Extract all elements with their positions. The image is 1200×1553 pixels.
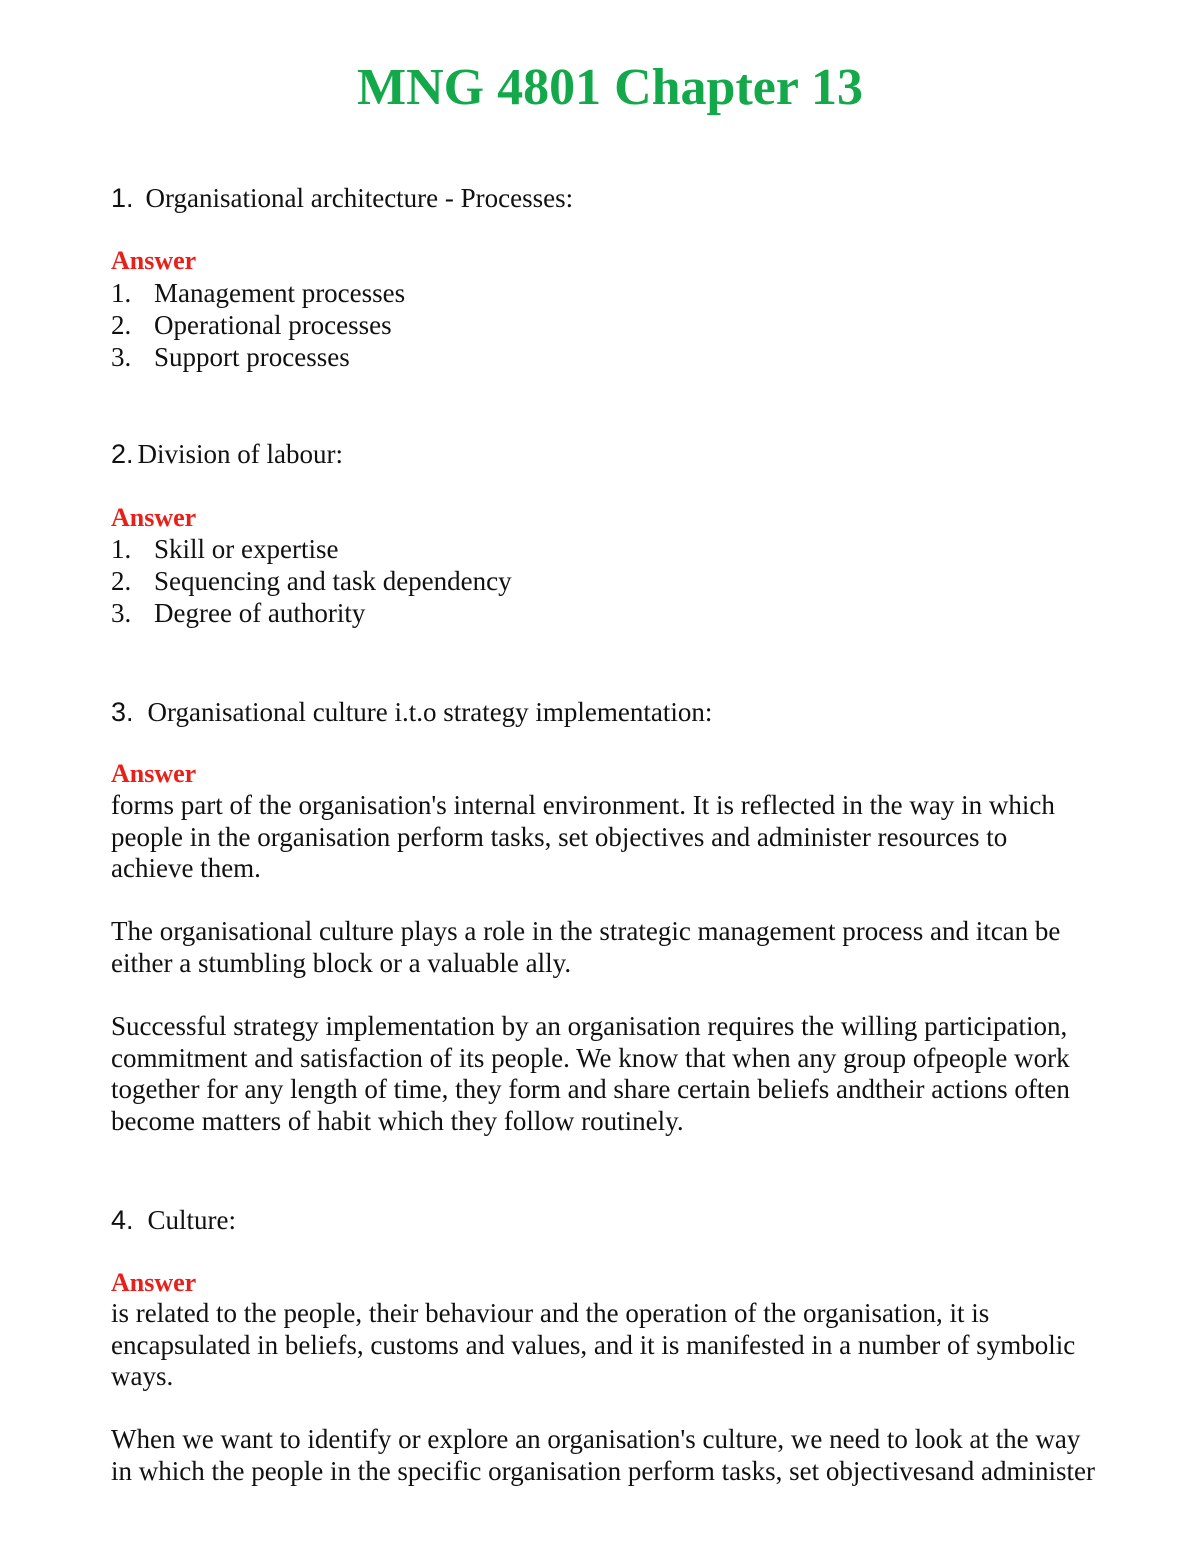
answer-paragraph: forms part of the organisation's internal environment. It is reflected in the way in which people in the organisation perform tasks, set objectives and administer resources to achieve them. bbox=[111, 790, 1055, 883]
question-text: Organisational architecture - Processes: bbox=[145, 183, 574, 213]
list-item-number: 2. bbox=[111, 566, 132, 596]
answer-list bbox=[111, 277, 405, 373]
list-item-text: Sequencing and task dependency bbox=[154, 566, 512, 596]
list-item bbox=[111, 309, 405, 341]
list-item-text: Management processes bbox=[154, 278, 406, 308]
answer-label: Answer bbox=[111, 246, 197, 275]
list-item bbox=[111, 597, 512, 629]
answer-paragraph: is related to the people, their behaviour and the operation of the organisation, it is encapsulated in beliefs, customs and values, and it is manifested in a number of symbolic ways. bbox=[111, 1298, 1076, 1391]
question-number: 1. bbox=[111, 183, 134, 213]
list-item-text: Skill or expertise bbox=[154, 534, 339, 564]
question-number: 3. bbox=[111, 697, 134, 727]
question-2 bbox=[111, 437, 343, 471]
answer-list bbox=[111, 533, 512, 629]
answer-label: Answer bbox=[111, 759, 197, 788]
list-item-number: 1. bbox=[111, 278, 132, 308]
list-item-number: 3. bbox=[111, 342, 132, 372]
list-item-text: Degree of authority bbox=[154, 598, 366, 628]
question-4 bbox=[111, 1203, 236, 1237]
answer-label: Answer bbox=[111, 503, 197, 532]
question-text: Organisational culture i.t.o strategy implementation: bbox=[147, 697, 713, 727]
list-item bbox=[111, 565, 512, 597]
question-3 bbox=[111, 695, 712, 729]
question-number: 4. bbox=[111, 1205, 134, 1235]
answer-paragraph: The organisational culture plays a role in the strategic management process and itcan be either a stumbling block or a valuable ally. bbox=[111, 916, 1061, 978]
list-item bbox=[111, 277, 405, 309]
answer-paragraph: Successful strategy implementation by an organisation requires the willing participation, commitment and satisfaction of its people. We know that when any group ofpeople work together for any length of time, they form and share certain beliefs andtheir actions often become matters of habit which they follow routinely. bbox=[111, 1011, 1070, 1136]
list-item-number: 1. bbox=[111, 534, 132, 564]
list-item-text: Operational processes bbox=[154, 310, 392, 340]
answer-label: Answer bbox=[111, 1268, 197, 1297]
question-number: 2. bbox=[111, 439, 134, 469]
list-item bbox=[111, 341, 405, 373]
question-text: Division of labour: bbox=[137, 439, 344, 469]
question-text: Culture: bbox=[147, 1205, 237, 1235]
answer-paragraph: When we want to identify or explore an organisation's culture, we need to look at the way in which the people in the specific organisation perform tasks, set objectivesand administer bbox=[111, 1424, 1095, 1486]
page-title: MNG 4801 Chapter 13 bbox=[356, 59, 863, 116]
list-item-text: Support processes bbox=[154, 342, 350, 372]
list-item bbox=[111, 533, 512, 565]
list-item-number: 2. bbox=[111, 310, 132, 340]
question-1 bbox=[111, 181, 573, 215]
list-item-number: 3. bbox=[111, 598, 132, 628]
